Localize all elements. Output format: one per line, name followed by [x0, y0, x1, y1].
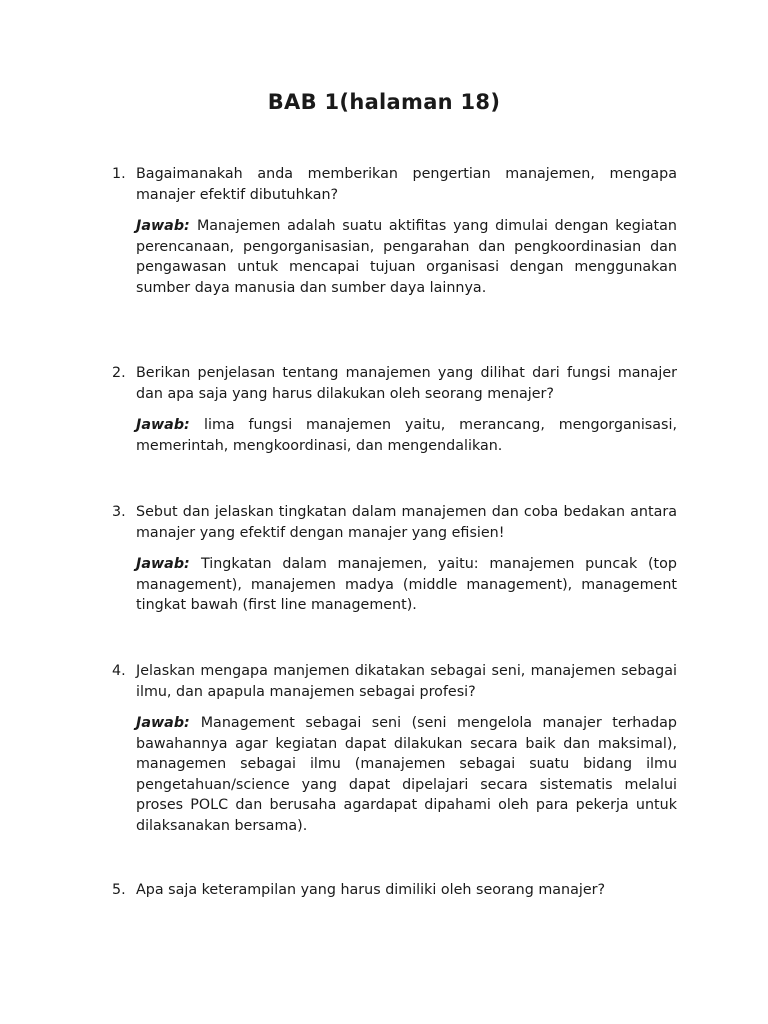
question-text: Jelaskan mengapa manjemen dikatakan sebagai seni, manajemen sebagai ilmu, dan apapula manajemen sebagai profesi?	[136, 663, 677, 700]
answer-text: Tingkatan dalam manajemen, yaitu: manajemen puncak (top management), manajemen madya (middle management), management tingkat bawah (first line management).	[136, 556, 677, 613]
document-title: BAB 1(halaman 18)	[267, 90, 501, 114]
answer-block	[136, 713, 677, 836]
answer-text: Manajemen adalah suatu aktifitas yang dimulai dengan kegiatan perencanaan, pengorganisasian, pengarahan dan pengkoordinasian dan pengawasan untuk mencapai tujuan organisasi dengan menggunakan sumber daya manusia dan sumber daya lainnya.	[136, 218, 677, 296]
question-row	[112, 502, 677, 543]
question-number: 3.	[112, 504, 126, 520]
qa-item-5	[112, 880, 677, 901]
question-number: 5.	[112, 882, 126, 898]
question-text: Bagaimanakah anda memberikan pengertian manajemen, mengapa manajer efektif dibutuhkan?	[136, 166, 677, 203]
answer-text: Management sebagai seni (seni mengelola manajer terhadap bawahannya agar kegiatan dapat dilakukan secara baik dan maksimal), managemen sebagai ilmu (manajemen sebagai suatu bidang ilmu pengetahuan/science yang dapat dipelajari secara sistematis melalui proses POLC dan berusaha agardapat dipahami oleh para pekerja untuk dilaksanakan bersama).	[136, 715, 677, 834]
answer-label: Jawab:	[136, 556, 201, 572]
question-number: 1.	[112, 166, 126, 182]
qa-item-2	[112, 363, 677, 456]
question-number: 4.	[112, 663, 126, 679]
answer-label: Jawab:	[136, 417, 205, 433]
answer-label: Jawab:	[136, 218, 197, 234]
answer-block	[136, 216, 677, 298]
question-row	[112, 661, 677, 702]
question-text: Apa saja keterampilan yang harus dimiliki oleh seorang manajer?	[136, 882, 606, 898]
question-row	[112, 880, 677, 901]
question-row	[112, 164, 677, 205]
qa-item-3	[112, 502, 677, 616]
question-row	[112, 363, 677, 404]
answer-block	[136, 554, 677, 616]
answer-label: Jawab:	[136, 715, 201, 731]
question-text: Berikan penjelasan tentang manajemen yang dilihat dari fungsi manajer dan apa saja yang harus dilakukan oleh seorang menajer?	[136, 365, 677, 402]
qa-item-1	[112, 164, 677, 298]
answer-text: lima fungsi manajemen yaitu, merancang, mengorganisasi, memerintah, mengkoordinasi, dan mengendalikan.	[136, 417, 677, 454]
qa-item-4	[112, 661, 677, 836]
question-number: 2.	[112, 365, 126, 381]
answer-block	[136, 415, 677, 456]
question-text: Sebut dan jelaskan tingkatan dalam manajemen dan coba bedakan antara manajer yang efektif dengan manajer yang efisien!	[136, 504, 677, 541]
